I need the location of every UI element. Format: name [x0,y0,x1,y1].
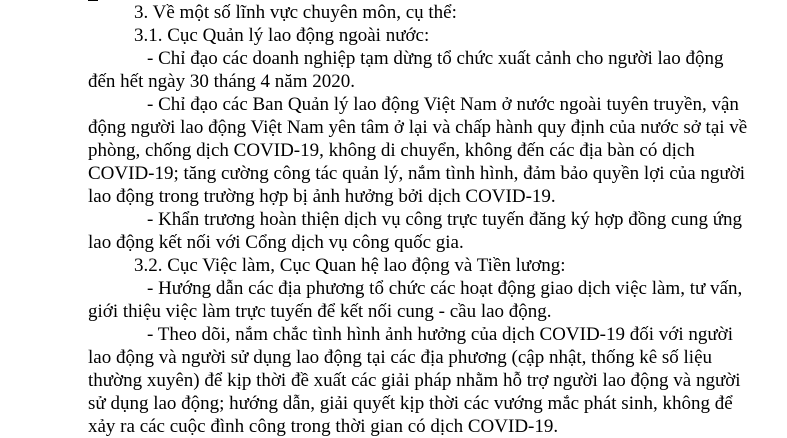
paragraph-line: - Theo dõi, nắm chắc tình hình ảnh hưởng của dịch COVID-19 đối với người [147,324,733,345]
section-heading: 3. Về một số lĩnh vực chuyên môn, cụ thể: [134,2,457,23]
paragraph-line: sử dụng lao động; hướng dẫn, giải quyết kịp thời các vướng mắc phát sinh, không để [88,393,733,414]
paragraph-line: lao động trong trường hợp bị ảnh hưởng bởi dịch COVID-19. [88,186,556,207]
subsection-heading: 3.1. Cục Quản lý lao động ngoài nước: [134,25,430,46]
cropped-text-fragment [88,0,98,1]
paragraph-line: - Chỉ đạo các Ban Quản lý lao động Việt Nam ở nước ngoài tuyên truyền, vận [147,94,739,115]
paragraph-line: - Hướng dẫn các địa phương tổ chức các hoạt động giao dịch việc làm, tư vấn, [147,278,743,299]
paragraph-line: phòng, chống dịch COVID-19, không di chuyển, không đến các địa bàn có dịch [88,140,695,161]
paragraph-line: động người lao động Việt Nam yên tâm ở lại và chấp hành quy định của nước sở tại về [88,117,748,138]
paragraph-line: - Khẩn trương hoàn thiện dịch vụ công trực tuyến đăng ký hợp đồng cung ứng [147,209,743,230]
paragraph-line: - Chỉ đạo các doanh nghiệp tạm dừng tổ chức xuất cảnh cho người lao động [147,48,724,69]
paragraph-line: giới thiệu việc làm trực tuyến để kết nối cung - cầu lao động. [88,301,552,322]
paragraph-line: COVID-19; tăng cường công tác quản lý, nắm tình hình, đảm bảo quyền lợi của người [88,163,746,184]
paragraph-line: lao động và người sử dụng lao động tại các địa phương (cập nhật, thống kê số liệu [88,347,713,368]
paragraph-line: lao động kết nối với Cổng dịch vụ công quốc gia. [88,232,464,253]
paragraph-line: xảy ra các cuộc đình công trong thời gian có dịch COVID-19. [88,416,559,437]
paragraph-line: đến hết ngày 30 tháng 4 năm 2020. [88,71,356,92]
subsection-heading: 3.2. Cục Việc làm, Cục Quan hệ lao động và Tiền lương: [134,255,566,276]
paragraph-line: thường xuyên) để kịp thời đề xuất các giải pháp nhằm hỗ trợ người lao động và người [88,370,741,391]
